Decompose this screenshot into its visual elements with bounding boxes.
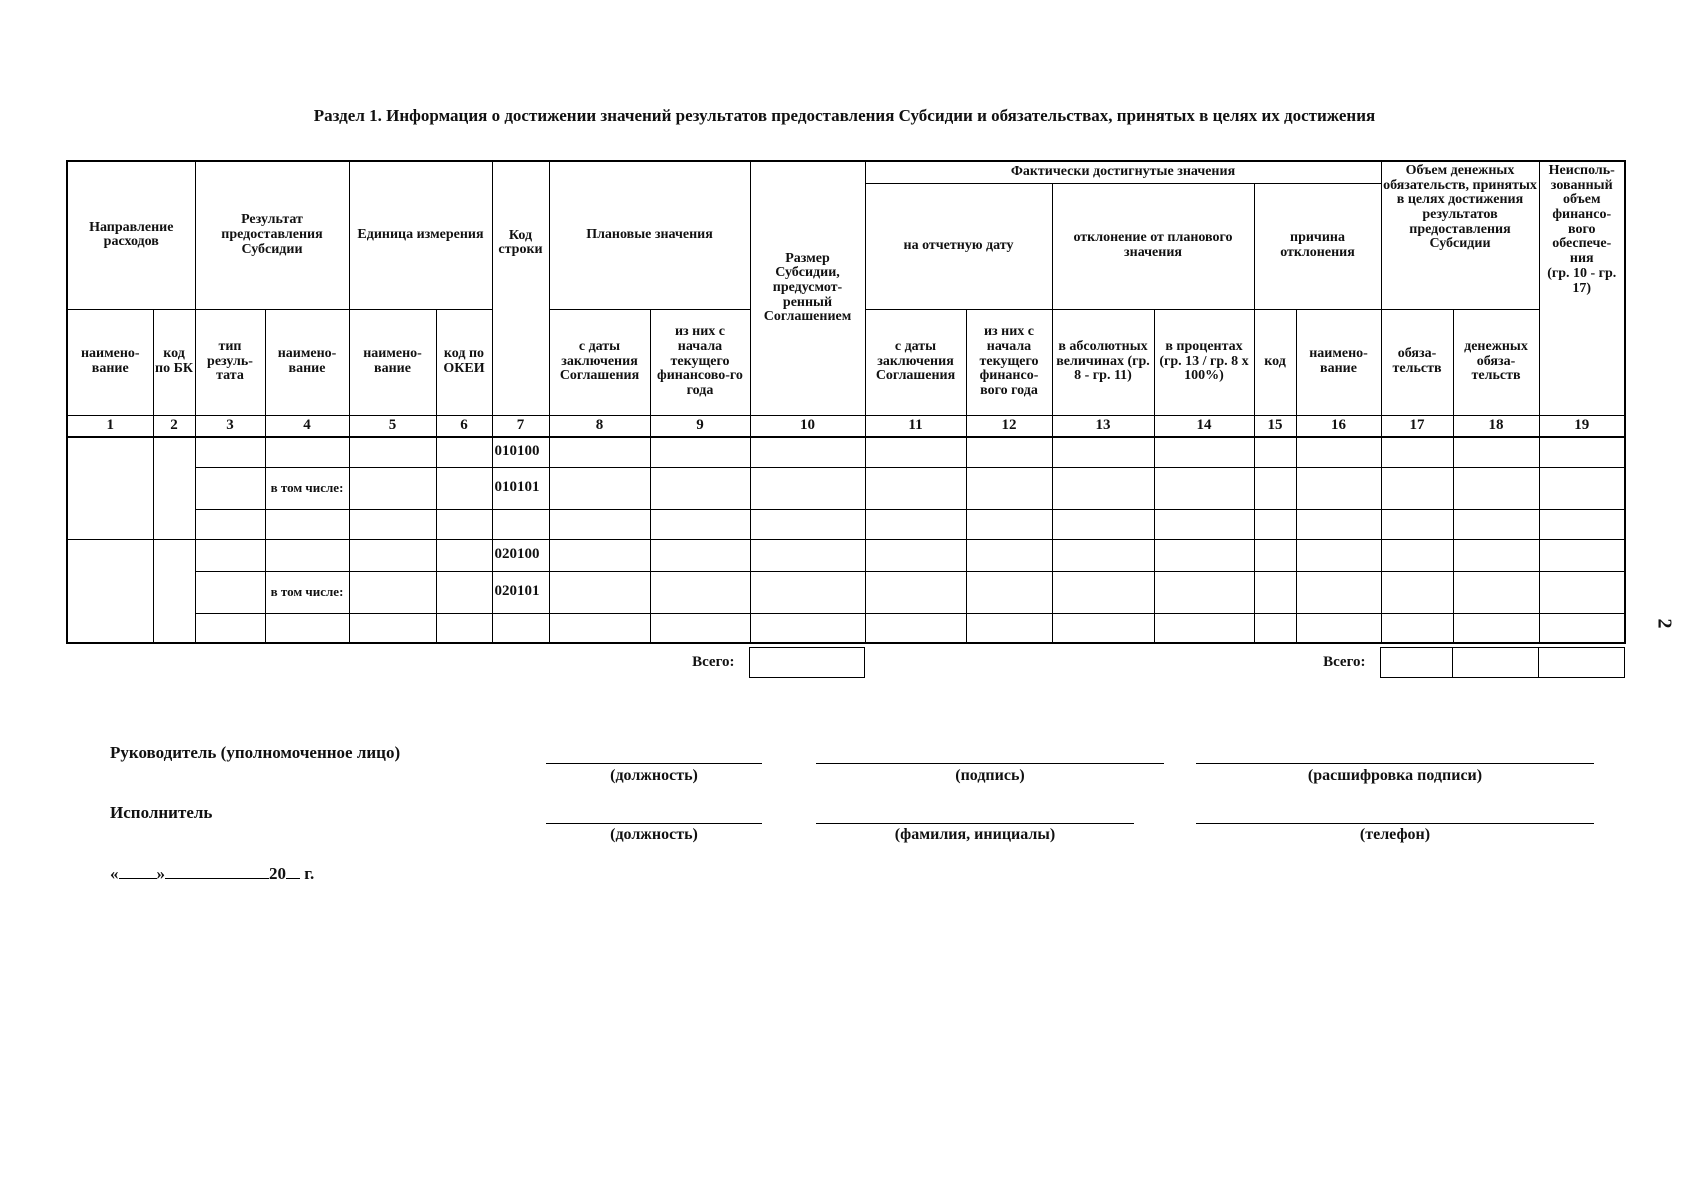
header-unused-label: Неисполь-зованный объем финансо-вого обеспече-ния [1548, 163, 1615, 267]
caption-position: (должность) [610, 767, 698, 784]
subheader-14: в процентах (гр. 13 / гр. 8 x 100%) [1154, 309, 1254, 415]
header-result: Результат предоставления Субсидии [195, 161, 349, 309]
date-year-prefix: 20 [269, 864, 286, 883]
row-code: 020101 [492, 571, 549, 613]
total-money-obligations-cell[interactable] [1452, 648, 1538, 678]
header-unused-formula: (гр. 10 - гр. 17) [1547, 265, 1617, 296]
subheader-11: с даты заключения Соглашения [865, 309, 966, 415]
column-number: 2 [153, 415, 195, 437]
caption-signature-decoding: (расшифровка подписи) [1307, 767, 1483, 784]
header-reason: причина отклонения [1254, 183, 1381, 309]
subheader-5: наимено-вание [349, 309, 436, 415]
total-label-right: Всего: [1323, 653, 1366, 670]
row-code: 010100 [492, 437, 549, 467]
executor-name-line[interactable] [816, 823, 1134, 824]
executor-phone-line[interactable] [1196, 823, 1594, 824]
date-line [110, 862, 314, 884]
date-open-quote: « [110, 864, 119, 883]
caption-position-2: (должность) [610, 826, 698, 843]
including-label: в том числе: [265, 571, 349, 613]
subheader-1: наимено-вание [67, 309, 153, 415]
table-row [67, 437, 1625, 467]
executor-label: Исполнитель [110, 803, 213, 822]
date-year-suffix: г. [300, 864, 315, 883]
column-number: 10 [750, 415, 865, 437]
including-label: в том числе: [265, 467, 349, 509]
row-code: 020100 [492, 539, 549, 571]
subheader-15: код [1254, 309, 1296, 415]
subheader-16: наимено-вание [1296, 309, 1381, 415]
header-on-date: на отчетную дату [865, 183, 1052, 309]
column-number: 7 [492, 415, 549, 437]
head-position-line[interactable] [546, 763, 762, 764]
header-unused [1539, 161, 1625, 415]
column-number: 17 [1381, 415, 1453, 437]
date-close-quote: » [156, 864, 165, 883]
header-obligations: Объем денежных обязательств, принятых в целях достижения результатов предоставления Субсидии [1381, 161, 1539, 309]
date-day-field[interactable] [119, 862, 157, 879]
column-number: 15 [1254, 415, 1296, 437]
report-table [66, 160, 1626, 644]
column-number: 16 [1296, 415, 1381, 437]
header-actual: Фактически достигнутые значения [865, 161, 1381, 183]
totals-row [66, 647, 1625, 678]
header-planned: Плановые значения [549, 161, 750, 309]
column-number: 8 [549, 415, 650, 437]
executor-position-line[interactable] [546, 823, 762, 824]
column-number: 6 [436, 415, 492, 437]
total-subsidy-cell[interactable] [749, 648, 864, 678]
row-code: 010101 [492, 467, 549, 509]
header-deviation: отклонение от планового значения [1052, 183, 1254, 309]
subheader-8: с даты заключения Соглашения [549, 309, 650, 415]
table-row [67, 613, 1625, 643]
total-unused-cell[interactable] [1538, 648, 1624, 678]
page-number: 2 [1653, 618, 1676, 629]
subheader-3: тип резуль-тата [195, 309, 265, 415]
table-row [67, 467, 1625, 509]
column-number: 11 [865, 415, 966, 437]
header-subsidy-size: Размер Субсидии, предусмот-ренный Соглашением [750, 161, 865, 415]
subheader-13: в абсолютных величинах (гр. 8 - гр. 11) [1052, 309, 1154, 415]
header-unit: Единица измерения [349, 161, 492, 309]
column-number: 14 [1154, 415, 1254, 437]
date-year-field[interactable] [286, 862, 300, 879]
column-number: 1 [67, 415, 153, 437]
head-signature-line[interactable] [816, 763, 1164, 764]
column-number: 13 [1052, 415, 1154, 437]
table-row [67, 571, 1625, 613]
date-month-field[interactable] [165, 862, 269, 879]
table-row [67, 539, 1625, 571]
header-direction: Направление расходов [67, 161, 195, 309]
table-row [67, 509, 1625, 539]
caption-signature: (подпись) [955, 767, 1025, 784]
head-label: Руководитель (уполномоченное лицо) [110, 743, 401, 762]
subheader-18: денежных обяза-тельств [1453, 309, 1539, 415]
column-number: 4 [265, 415, 349, 437]
header-row-code: Код строки [492, 161, 549, 415]
subheader-6: код по ОКЕИ [436, 309, 492, 415]
column-number: 12 [966, 415, 1052, 437]
total-obligations-cell[interactable] [1380, 648, 1452, 678]
total-label-left: Всего: [692, 653, 735, 670]
subheader-9: из них с начала текущего финансово-го года [650, 309, 750, 415]
column-number: 9 [650, 415, 750, 437]
column-number: 19 [1539, 415, 1625, 437]
caption-phone: (телефон) [1359, 826, 1431, 843]
column-number: 18 [1453, 415, 1539, 437]
column-number: 5 [349, 415, 436, 437]
subheader-2: код по БК [153, 309, 195, 415]
caption-full-name: (фамилия, инициалы) [894, 826, 1056, 843]
head-decoding-line[interactable] [1196, 763, 1594, 764]
subheader-12: из них с начала текущего финансо-вого года [966, 309, 1052, 415]
section-title: Раздел 1. Информация о достижении значений результатов предоставления Субсидии и обязательствах, принятых в целях их достижения [313, 106, 1376, 125]
subheader-17: обяза-тельств [1381, 309, 1453, 415]
column-number: 3 [195, 415, 265, 437]
subheader-4: наимено-вание [265, 309, 349, 415]
